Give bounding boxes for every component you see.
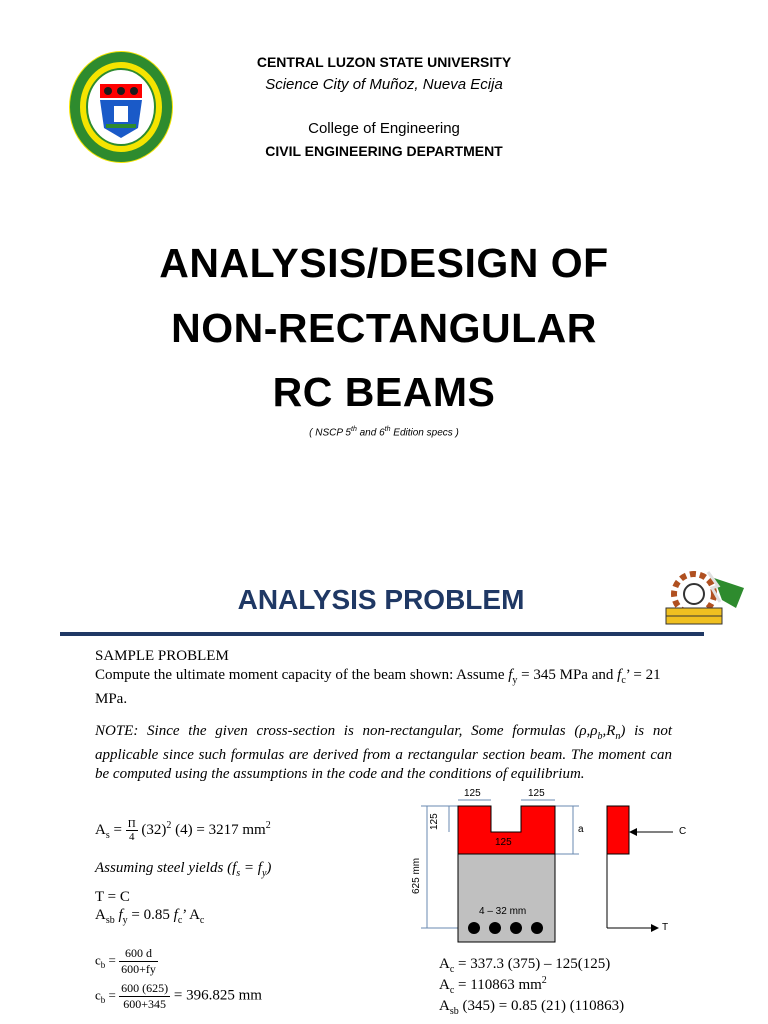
ac2-a: A — [439, 977, 450, 993]
assume-eq: = — [240, 860, 258, 876]
asb-c2: c — [199, 915, 205, 926]
title-line-2: NON-RECTANGULAR — [171, 305, 597, 351]
gear-emblem-icon — [664, 568, 748, 628]
label-c: C — [679, 826, 687, 837]
note-text: Since the given cross-section is non-rectangular, Some formulas (ρ,ρ — [138, 723, 598, 739]
assume-f2: f — [257, 860, 262, 876]
college-name: College of Engineering — [308, 120, 460, 137]
label-a: a — [578, 824, 584, 835]
assume-text: Assuming steel yields ( — [95, 860, 233, 876]
spec-post: Edition specs ) — [390, 427, 459, 439]
cb1-lhs: c — [95, 952, 101, 968]
as-equation — [95, 818, 271, 843]
dim-top-right-label: 125 — [528, 788, 545, 799]
as-sup: 2 — [166, 819, 172, 831]
pi-den: 4 — [128, 831, 135, 843]
bars-label: 4 – 32 mm — [479, 906, 527, 917]
ac1-a: A — [439, 956, 450, 972]
title-line-3: RC BEAMS — [272, 369, 496, 415]
tension-arrow-icon — [651, 924, 659, 932]
cb-formula: $c_b$ = $\frac{600 d}{600+fy}$ — [95, 946, 156, 976]
fc-subscript: c — [621, 675, 626, 686]
asb-right-sub: sb — [449, 1006, 459, 1017]
cb2-lhs: c — [95, 987, 101, 1003]
asb-f: f — [118, 907, 123, 923]
asb-a: A — [95, 907, 106, 923]
note-sub-n: n — [615, 731, 621, 742]
cb1-num: 600 d — [119, 946, 158, 962]
spec-mid: and 6 — [356, 427, 385, 439]
assume-f1: f — [232, 860, 237, 876]
cb2-den: 600+345 — [123, 997, 167, 1011]
department-name: CIVIL ENGINEERING DEPARTMENT — [265, 143, 503, 159]
label-t: T — [662, 922, 669, 933]
statement-part-c: ’ = 21 MPa. — [95, 667, 661, 707]
dim-height-label: 625 mm — [411, 857, 422, 894]
fy-subscript: y — [512, 675, 518, 686]
cb2-num: 600 (625) — [121, 981, 169, 995]
ac-equation-2 — [439, 975, 547, 996]
cb2-fraction — [119, 981, 170, 1012]
asb-right-rest: (345) = 0.85 (21) (110863) — [458, 998, 625, 1014]
note-sub-b: b — [597, 731, 603, 742]
compression-arrow-icon — [629, 828, 637, 836]
t-equals-c: T = C — [95, 889, 130, 905]
stress-block — [607, 806, 629, 854]
spec-pre: ( NSCP 5 — [309, 427, 351, 439]
cb-result: $c_b$ = $\frac{600 (625)}{600+345}$ = 396.825 mm — [95, 981, 262, 1011]
as-rhs2: (4) = 3217 mm — [171, 821, 266, 838]
pi-fraction — [126, 818, 138, 843]
problem-statement — [95, 666, 675, 709]
as-lhs: A — [95, 821, 106, 838]
asb-right-a: A — [439, 998, 450, 1014]
assume-steel-yields — [95, 860, 271, 879]
section-heading: ANALYSIS PROBLEM — [237, 584, 525, 615]
cb1-fraction — [119, 946, 158, 977]
problem-label: SAMPLE PROBLEM — [95, 648, 229, 664]
spec-sup-2: th — [384, 426, 391, 433]
dim-top-left-label: 125 — [464, 788, 481, 799]
asb-rest: = 0.85 — [127, 907, 174, 923]
as-rhs: (32) — [137, 821, 167, 838]
university-name: CENTRAL LUZON STATE UNIVERSITY — [256, 54, 512, 70]
cb1-sub: b — [100, 960, 106, 971]
asb-end: ’ A — [182, 907, 200, 923]
assume-end: ) — [266, 860, 272, 876]
cb2-result: = 396.825 mm — [170, 987, 262, 1004]
rebar-3 — [510, 922, 522, 934]
rebar-4 — [531, 922, 543, 934]
ac2-sub: c — [449, 985, 455, 996]
cb2-sub: b — [100, 995, 106, 1006]
ac2-rest: = 110863 mm — [454, 977, 542, 993]
assume-s: s — [236, 868, 241, 879]
engineering-emblem — [664, 568, 748, 628]
statement-part-a: Compute the ultimate moment capacity of the beam shown: Assume — [95, 667, 509, 683]
note-comma: ,R — [602, 723, 616, 739]
statement-part-b: = 345 MPa and — [517, 667, 618, 683]
spec-sup-1: th — [351, 426, 357, 433]
fy-symbol: f — [508, 667, 513, 683]
rebar-2 — [489, 922, 501, 934]
title-line-1: ANALYSIS/DESIGN OF — [159, 240, 609, 286]
asb-equation — [95, 907, 204, 926]
beam-diagram — [405, 786, 695, 946]
spec-note — [0, 426, 768, 438]
ac-equation-1 — [439, 956, 610, 975]
asb-y: y — [122, 915, 128, 926]
pi-num: Π — [127, 818, 136, 830]
cb1-den: 600+fy — [121, 962, 156, 976]
dim-inner-label: 125 — [495, 837, 512, 848]
as-eq: = — [109, 821, 126, 838]
ac1-sub: c — [449, 964, 455, 975]
asb-fc: f — [173, 907, 178, 923]
assume-y: y — [261, 868, 267, 879]
rebar-1 — [468, 922, 480, 934]
note-rest: ) is not applicable since such formulas are derived from a rectangular section beam. The moment can be computed using the assumptions in the code and the conditions of equilibrium. — [95, 723, 672, 782]
ac2-sup: 2 — [541, 975, 547, 986]
asb-c: c — [177, 915, 183, 926]
note-label: NOTE: — [95, 723, 139, 739]
asb-sub: sb — [105, 915, 115, 926]
beam-section-svg — [405, 786, 695, 946]
as-sup2: 2 — [265, 819, 271, 831]
ac1-rest: = 337.3 (375) – 125(125) — [454, 956, 611, 972]
university-location: Science City of Muñoz, Nueva Ecija — [265, 76, 503, 93]
fc-symbol: f — [617, 667, 622, 683]
dim-flange-label: 125 — [429, 813, 440, 830]
as-sub: s — [105, 829, 110, 841]
asb-equation-right — [439, 998, 624, 1017]
section-divider — [60, 632, 704, 636]
problem-note — [95, 722, 672, 784]
